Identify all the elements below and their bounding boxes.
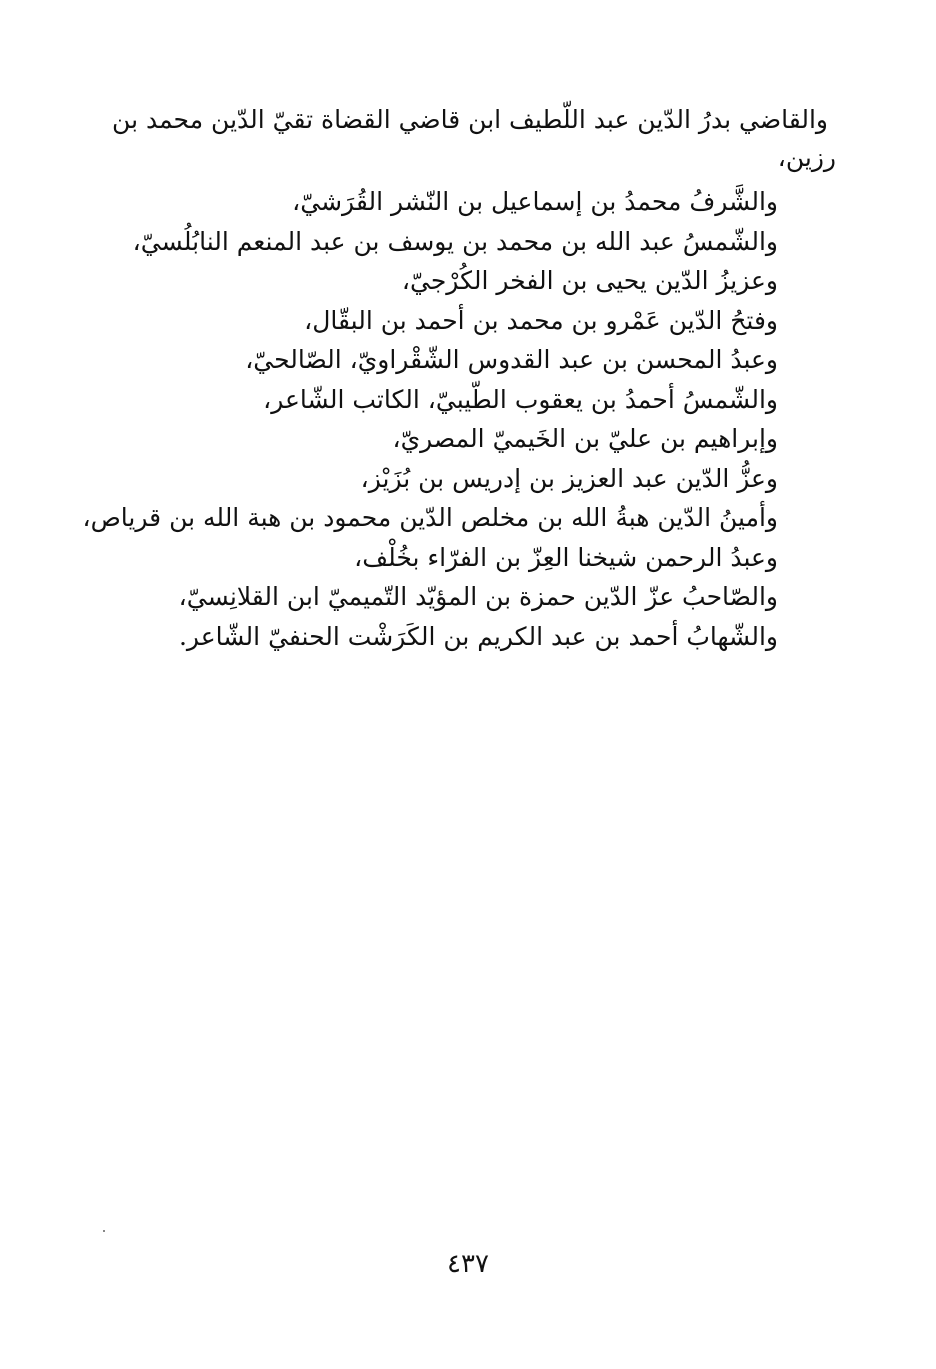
paragraph-opening (108, 101, 828, 139)
name-entry: وعبدُ الرحمن شيخنا العِزّ بن الفرّاء بخُلْف، (354, 542, 778, 572)
page-number: ٤٣٧ (447, 1249, 489, 1279)
name-entry: وعزُّ الدّين عبد العزيز بن إدريس بن بُزَيْز، (360, 463, 778, 493)
name-entry: وعزيزُ الدّين يحيى بن الفخر الكُرْجيّ، (401, 266, 778, 295)
name-entry: والشّمسُ أحمدُ بن يعقوب الطّيبيّ، الكاتب الشّاعر، (263, 384, 778, 414)
margin-mark (103, 1230, 105, 1232)
name-entry: وأمينُ الدّين هبةُ الله بن مخلص الدّين محمود بن هبة الله بن قرياص، (82, 503, 778, 532)
name-entry: والشَّرفُ محمدُ بن إسماعيل بن النّشر القُرَشيّ، (292, 187, 778, 216)
name-list (82, 182, 778, 656)
name-entry: وفتحُ الدّين عَمْرو بن محمد بن أحمد بن البقّال، (304, 305, 778, 335)
name-entry: والصّاحبُ عزّ الدّين حمزة بن المؤيّد التّميميّ ابن القلانِسيّ، (178, 582, 778, 611)
name-entry: وعبدُ المحسن بن عبد القدوس الشّقْراويّ، الصّالحيّ، (245, 345, 778, 374)
opening-line: والقاضي بدرُ الدّين عبد اللّطيف ابن قاضي القضاة تقيّ الدّين محمد بن (112, 105, 828, 134)
name-entry: وإبراهيم بن عليّ بن الخَيميّ المصريّ، (392, 424, 778, 453)
name-entry: والشّهابُ أحمد بن عبد الكريم بن الكَرَشْت الحنفيّ الشّاعر. (178, 621, 778, 651)
name-entry: والشّمسُ عبد الله بن محمد بن يوسف بن عبد المنعم النابُلُسيّ، (132, 226, 778, 256)
opening-line-continuation: رزين، (777, 143, 836, 172)
